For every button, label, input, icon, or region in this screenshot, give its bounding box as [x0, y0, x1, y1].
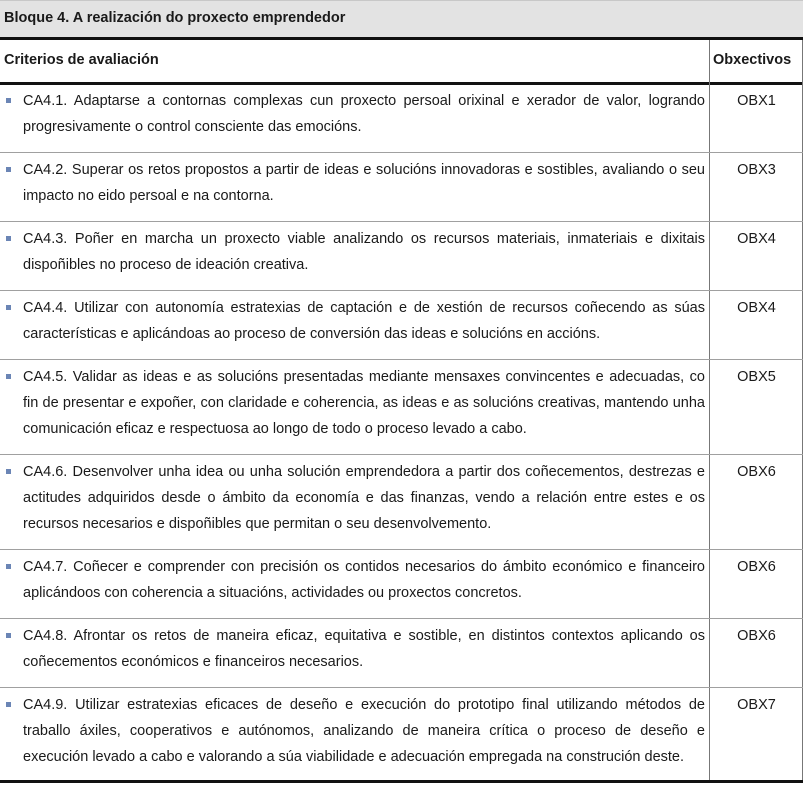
- header-objectives: Obxectivos: [713, 52, 792, 68]
- table-header: [0, 40, 803, 82]
- bullet-icon: [6, 633, 11, 638]
- table-row: [0, 154, 803, 221]
- objective-code: OBX4: [737, 300, 776, 316]
- criterion-text: CA4.1. Adaptarse a contornas complexas cun proxecto persoal orixinal e xerador de valor, logrando progresivamente o control consciente das emocións.: [23, 93, 705, 135]
- bullet-icon: [6, 702, 11, 707]
- table-row: [0, 689, 803, 782]
- row-separator: [0, 152, 803, 153]
- objective-code: OBX6: [737, 464, 776, 480]
- criterion-text: CA4.8. Afrontar os retos de maneira eficaz, equitativa e sostible, en distintos contextos aplicando os coñecementos económicos e financeiros necesarios.: [23, 628, 705, 670]
- header-criteria: Criterios de avaliación: [4, 52, 159, 68]
- bullet-icon: [6, 374, 11, 379]
- row-separator: [0, 359, 803, 360]
- bullet-icon: [6, 564, 11, 569]
- table-row: [0, 620, 803, 687]
- criterion-text: CA4.3. Poñer en marcha un proxecto viable analizando os recursos materiais, inmateriais e dixitais dispoñibles no proceso de ideación creativa.: [23, 231, 705, 273]
- row-separator: [0, 454, 803, 455]
- objective-code: OBX7: [737, 697, 776, 713]
- objective-code: OBX3: [737, 162, 776, 178]
- bullet-icon: [6, 469, 11, 474]
- criterion-text: CA4.6. Desenvolver unha idea ou unha solución emprendedora a partir dos coñecementos, destrezas e actitudes adquiridos desde o ámbito da economía e das finanzas, vendo a relación entre estes e os recursos necesarios e dispoñibles que permitan o seu desenvolvemento.: [23, 464, 705, 532]
- objective-code: OBX6: [737, 559, 776, 575]
- criterion-text: CA4.2. Superar os retos propostos a partir de ideas e solucións innovadoras e sostibles, avaliando o seu impacto no eido persoal e na contorna.: [23, 162, 705, 204]
- criterion-text: CA4.9. Utilizar estratexias eficaces de deseño e execución do prototipo final utilizando métodos de traballo áxiles, cooperativos e autónomos, analizando de maneira crítica o proceso de deseño e execución levado a cabo e valorando a súa viabilidade e adecuación empregada na construción deste.: [23, 697, 705, 765]
- criterion-text: CA4.4. Utilizar con autonomía estratexias de captación e de xestión de recursos coñecendo as súas características e aplicándoas ao proceso de conversión das ideas e solucións en accións.: [23, 300, 705, 342]
- row-separator: [0, 221, 803, 222]
- objective-code: OBX5: [737, 369, 776, 385]
- bullet-icon: [6, 98, 11, 103]
- table-row: [0, 361, 803, 454]
- row-separator: [0, 549, 803, 550]
- objective-code: OBX1: [737, 93, 776, 109]
- bullet-icon: [6, 305, 11, 310]
- objective-code: OBX4: [737, 231, 776, 247]
- bullet-icon: [6, 167, 11, 172]
- table-row: [0, 223, 803, 290]
- bottom-rule: [0, 780, 803, 783]
- row-separator: [0, 687, 803, 688]
- criterion-text: CA4.5. Validar as ideas e as solucións presentadas mediante mensaxes convincentes e adecuadas, co fin de presentar e expoñer, con claridade e coherencia, as ideas e as solucións creativas, mantendo unha comunicación eficaz e respectuosa ao longo de todo o proceso levado a cabo.: [23, 369, 705, 437]
- table-row: [0, 292, 803, 359]
- row-separator: [0, 618, 803, 619]
- criterion-text: CA4.7. Coñecer e comprender con precisión os contidos necesarios do ámbito económico e financeiro aplicándoos con coherencia a situacións, actividades ou proxectos concretos.: [23, 559, 705, 601]
- table-row: [0, 456, 803, 549]
- objective-code: OBX6: [737, 628, 776, 644]
- bullet-icon: [6, 236, 11, 241]
- row-separator: [0, 290, 803, 291]
- block-title: Bloque 4. A realización do proxecto emprendedor: [0, 0, 803, 37]
- table-row: [0, 85, 803, 152]
- table-row: [0, 551, 803, 618]
